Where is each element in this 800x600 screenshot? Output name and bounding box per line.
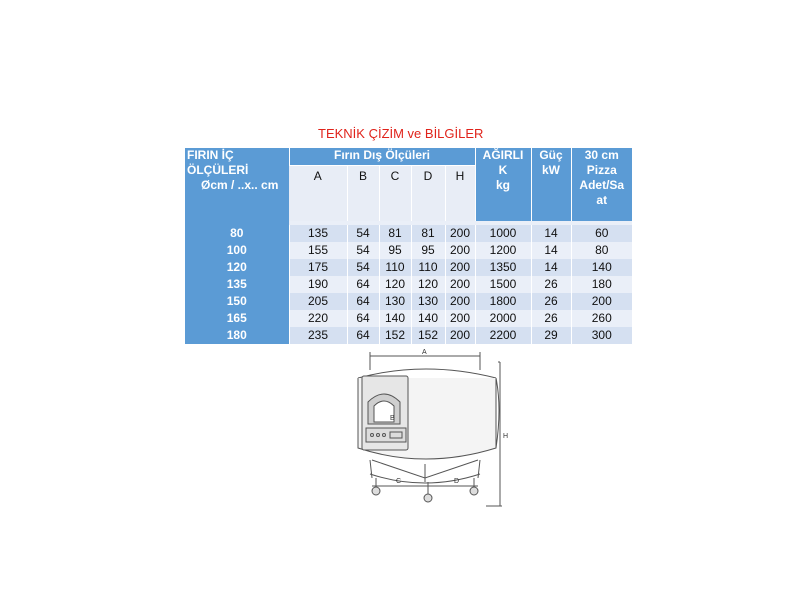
table-row: [185, 259, 632, 276]
header-pizza-line2: Pizza: [586, 163, 617, 177]
cell-b: 54: [347, 259, 379, 276]
cell-pizza: 60: [571, 225, 632, 242]
subheader-c: C: [379, 166, 411, 221]
cell-c: 120: [379, 276, 411, 293]
cell-h: 200: [445, 310, 475, 327]
cell-a: 220: [289, 310, 347, 327]
cell-weight: 1800: [475, 293, 531, 310]
header-power: [531, 148, 571, 221]
cell-d: 140: [411, 310, 445, 327]
row-size: 100: [185, 242, 289, 259]
header-pizza: [571, 148, 632, 221]
wheel-icon: [470, 487, 478, 495]
cell-a: 190: [289, 276, 347, 293]
row-size: 135: [185, 276, 289, 293]
header-inner-line3: Øcm / ..x.. cm: [201, 178, 279, 192]
oven-technical-drawing: [350, 348, 520, 514]
table-row: [185, 276, 632, 293]
cell-h: 200: [445, 276, 475, 293]
cell-power: 14: [531, 259, 571, 276]
cell-d: 152: [411, 327, 445, 344]
header-pizza-line4: at: [596, 193, 608, 207]
subheader-d: D: [411, 166, 445, 221]
cell-a: 135: [289, 225, 347, 242]
header-outer-dimensions: Fırın Dış Ölçüleri: [289, 148, 475, 166]
cell-weight: 2200: [475, 327, 531, 344]
cell-d: 110: [411, 259, 445, 276]
cell-power: 14: [531, 225, 571, 242]
page-title: TEKNİK ÇİZİM ve BİLGİLER: [318, 126, 484, 141]
wheel-icon: [424, 494, 432, 502]
table-row: [185, 327, 632, 344]
cell-c: 152: [379, 327, 411, 344]
cell-b: 64: [347, 327, 379, 344]
row-size: 165: [185, 310, 289, 327]
cell-d: 95: [411, 242, 445, 259]
cell-h: 200: [445, 327, 475, 344]
subheader-h: H: [445, 166, 475, 221]
dimension-c-label: C: [396, 478, 402, 485]
header-inner-line1: FIRIN İÇ: [187, 148, 234, 162]
cell-power: 26: [531, 310, 571, 327]
row-size: 180: [185, 327, 289, 344]
cell-weight: 2000: [475, 310, 531, 327]
dimension-h-label: H: [503, 433, 509, 440]
cell-d: 130: [411, 293, 445, 310]
cell-pizza: 260: [571, 310, 632, 327]
row-size: 80: [185, 225, 289, 242]
cell-power: 29: [531, 327, 571, 344]
cell-b: 54: [347, 242, 379, 259]
dimension-d-label: D: [454, 478, 460, 485]
header-weight-line1: AĞIRLI: [482, 148, 524, 162]
header-pizza-line3: Adet/Sa: [579, 178, 625, 192]
cell-a: 235: [289, 327, 347, 344]
cell-weight: 1000: [475, 225, 531, 242]
cell-pizza: 200: [571, 293, 632, 310]
header-inner-dimensions: [185, 148, 289, 221]
cell-h: 200: [445, 225, 475, 242]
cell-a: 205: [289, 293, 347, 310]
cell-c: 95: [379, 242, 411, 259]
cell-weight: 1200: [475, 242, 531, 259]
cell-a: 175: [289, 259, 347, 276]
header-weight: [475, 148, 531, 221]
cell-power: 14: [531, 242, 571, 259]
cell-c: 130: [379, 293, 411, 310]
table-row: [185, 310, 632, 327]
cell-pizza: 180: [571, 276, 632, 293]
subheader-a: A: [289, 166, 347, 221]
header-weight-line2: K: [498, 163, 508, 177]
cell-b: 64: [347, 293, 379, 310]
cell-power: 26: [531, 293, 571, 310]
spec-table: [185, 148, 632, 344]
header-pizza-line1: 30 cm: [584, 148, 619, 162]
cell-pizza: 80: [571, 242, 632, 259]
cell-power: 26: [531, 276, 571, 293]
cell-a: 155: [289, 242, 347, 259]
header-inner-line2: ÖLÇÜLERİ: [187, 163, 249, 177]
cell-c: 140: [379, 310, 411, 327]
cell-c: 110: [379, 259, 411, 276]
cell-d: 81: [411, 225, 445, 242]
wheel-icon: [372, 487, 380, 495]
cell-b: 64: [347, 276, 379, 293]
table-row: [185, 293, 632, 310]
cell-pizza: 300: [571, 327, 632, 344]
cell-b: 54: [347, 225, 379, 242]
cell-h: 200: [445, 293, 475, 310]
header-power-line2: kW: [542, 163, 560, 177]
dimension-a-label: A: [422, 349, 427, 356]
cell-h: 200: [445, 259, 475, 276]
row-size: 120: [185, 259, 289, 276]
table-row: [185, 242, 632, 259]
subheader-b: B: [347, 166, 379, 221]
cell-pizza: 140: [571, 259, 632, 276]
cell-weight: 1500: [475, 276, 531, 293]
cell-b: 64: [347, 310, 379, 327]
header-weight-line3: kg: [495, 178, 510, 192]
row-size: 150: [185, 293, 289, 310]
cell-h: 200: [445, 242, 475, 259]
dimension-b-label: B: [390, 415, 395, 422]
cell-weight: 1350: [475, 259, 531, 276]
cell-d: 120: [411, 276, 445, 293]
table-row: [185, 225, 632, 242]
header-power-line1: Güç: [539, 148, 563, 162]
cell-c: 81: [379, 225, 411, 242]
